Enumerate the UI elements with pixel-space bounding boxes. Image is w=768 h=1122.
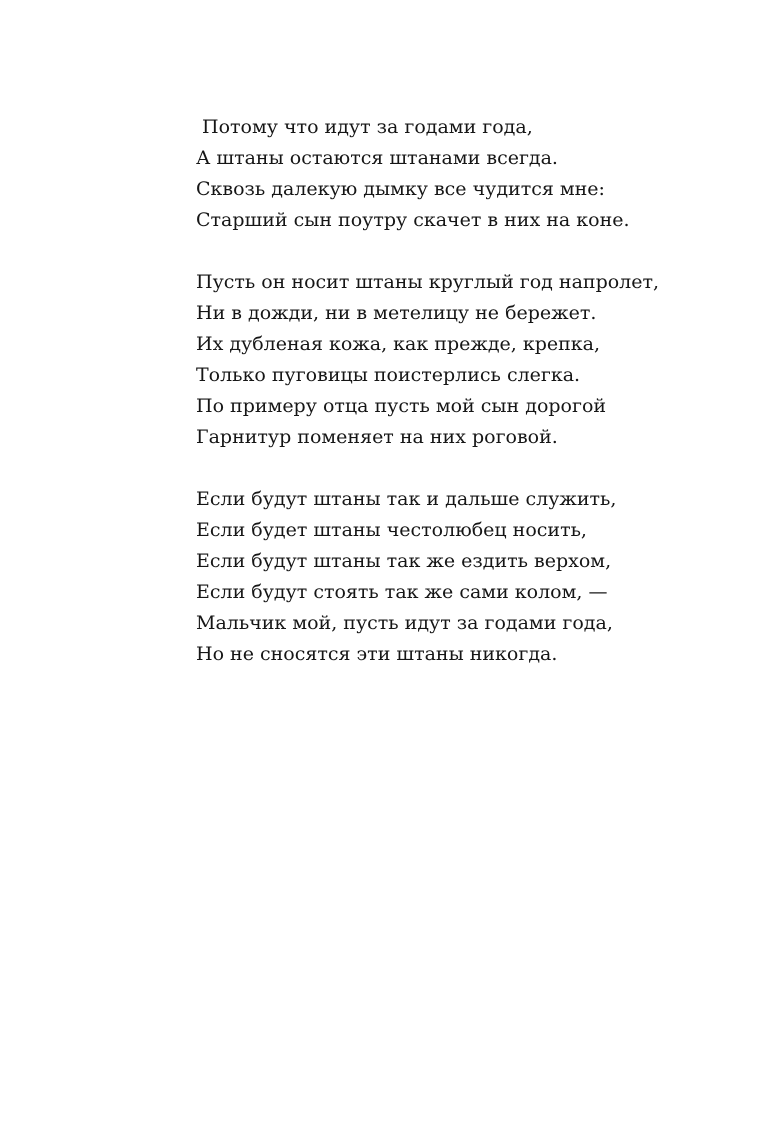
stanza-2 <box>196 267 716 453</box>
poem-line: Если будут штаны так и дальше служить, <box>196 488 617 510</box>
poem-line: Гарнитур поменяет на них роговой. <box>196 426 558 448</box>
poem-line: Но не сносятся эти штаны никогда. <box>196 643 558 665</box>
stanza-3 <box>196 484 716 670</box>
poem-line: Пусть он носит штаны круглый год напролет, <box>196 271 660 293</box>
stanza-1 <box>196 112 716 236</box>
poem-line: Только пуговицы поистерлись слегка. <box>196 364 581 386</box>
poem-line: Если будет штаны честолюбец носить, <box>196 519 587 541</box>
poem-line: Ни в дожди, ни в метелицу не бережет. <box>196 302 597 324</box>
poem-line: А штаны остаются штанами всегда. <box>196 147 558 169</box>
poem-line: Их дубленая кожа, как прежде, крепка, <box>196 333 601 355</box>
poem-line: Потому что идут за годами года, <box>196 116 533 138</box>
poem-line: Мальчик мой, пусть идут за годами года, <box>196 612 613 634</box>
poem-text <box>196 112 716 670</box>
poem-line: По примеру отца пусть мой сын дорогой <box>196 395 607 417</box>
poem-line: Если будут штаны так же ездить верхом, <box>196 550 612 572</box>
poem-line: Сквозь далекую дымку все чудится мне: <box>196 178 605 200</box>
poem-line: Старший сын поутру скачет в них на коне. <box>196 209 630 231</box>
poem-line: Если будут стоять так же сами колом, — <box>196 581 608 603</box>
